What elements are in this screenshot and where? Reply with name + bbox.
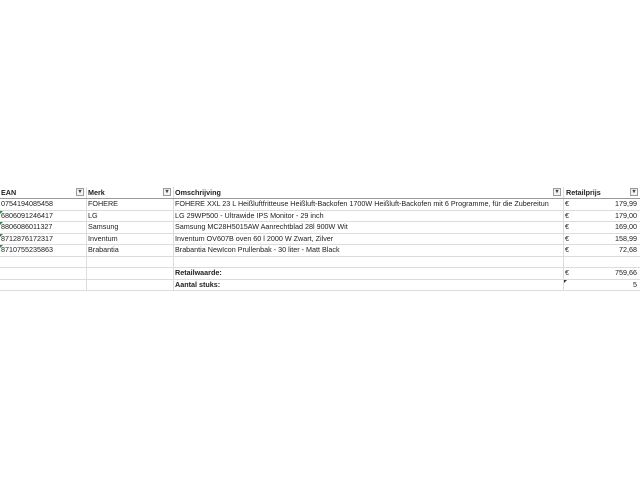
prijs-text: 72,68 — [619, 245, 637, 254]
table-row — [0, 234, 640, 246]
cell-merk[interactable] — [87, 222, 174, 233]
header-merk-label: Merk — [88, 188, 105, 197]
omschrijving-text: Samsung MC28H5015AW Aanrechtblad 28l 900W Wit — [175, 222, 348, 231]
table-row — [0, 199, 640, 211]
green-triangle-icon — [0, 234, 3, 237]
cell-prijs[interactable] — [564, 234, 640, 245]
omschrijving-text: Inventum OV607B oven 60 l 2000 W Zwart, Zilver — [175, 233, 334, 243]
cell-omschrijving[interactable] — [174, 222, 564, 233]
cell-ean[interactable] — [0, 211, 87, 222]
header-ean-label: EAN — [1, 188, 17, 197]
aantal-value: 5 — [633, 279, 637, 289]
cell-empty[interactable] — [0, 280, 87, 291]
green-triangle-icon — [0, 222, 3, 225]
prijs-text: 179,00 — [615, 210, 637, 220]
cell-omschrijving[interactable] — [174, 199, 564, 210]
header-retailprijs-label: Retailprijs — [566, 188, 601, 197]
filter-dropdown-icon[interactable]: ▾ — [553, 188, 561, 196]
prijs-text: 169,00 — [615, 222, 637, 231]
ean-text: 8712876172317 — [1, 233, 53, 243]
header-omschrijving-label: Omschrijving — [175, 188, 221, 197]
header-row — [0, 187, 640, 199]
header-omschrijving[interactable] — [174, 187, 564, 198]
cell-merk[interactable] — [87, 199, 174, 210]
cell-empty[interactable] — [87, 257, 174, 268]
table-row — [0, 222, 640, 234]
cell-omschrijving[interactable] — [174, 211, 564, 222]
ean-text: 6806091246417 — [1, 210, 53, 220]
currency-text: € — [565, 222, 569, 231]
retailwaarde-value: 759,66 — [615, 268, 637, 277]
cell-omschrijving[interactable] — [174, 234, 564, 245]
retailwaarde-label: Retailwaarde: — [175, 268, 222, 277]
summary-row-aantal — [0, 280, 640, 292]
cell-ean[interactable] — [0, 222, 87, 233]
cell-retailwaarde-label[interactable] — [174, 268, 564, 279]
cell-empty[interactable] — [0, 268, 87, 279]
cell-aantal-label[interactable] — [174, 280, 564, 291]
cell-prijs[interactable] — [564, 211, 640, 222]
cell-prijs[interactable] — [564, 222, 640, 233]
cell-ean[interactable] — [0, 199, 87, 210]
header-merk[interactable] — [87, 187, 174, 198]
cell-ean[interactable] — [0, 234, 87, 245]
merk-text: Brabantia — [88, 245, 119, 254]
ean-text: 8710755235863 — [1, 245, 53, 254]
table-row — [0, 211, 640, 223]
empty-row — [0, 257, 640, 269]
cell-prijs[interactable] — [564, 199, 640, 210]
cell-retailwaarde-value[interactable] — [564, 268, 640, 279]
ean-text: 8806086011327 — [1, 222, 53, 231]
currency-text: € — [565, 199, 569, 208]
cell-aantal-value[interactable] — [564, 280, 640, 291]
header-ean[interactable] — [0, 187, 87, 198]
merk-text: LG — [88, 210, 98, 220]
cell-merk[interactable] — [87, 234, 174, 245]
ean-text: 0754194085458 — [1, 199, 53, 208]
currency-text: € — [565, 245, 569, 254]
green-triangle-icon — [0, 245, 3, 248]
spreadsheet — [0, 187, 640, 291]
merk-text: Inventum — [88, 233, 118, 243]
summary-row-retailwaarde — [0, 268, 640, 280]
cell-omschrijving[interactable] — [174, 245, 564, 256]
green-triangle-icon — [0, 211, 3, 214]
omschrijving-text: Brabantia NewIcon Prullenbak - 30 liter - Matt Black — [175, 245, 340, 254]
cell-ean[interactable] — [0, 245, 87, 256]
merk-text: Samsung — [88, 222, 119, 231]
prijs-text: 158,99 — [615, 233, 637, 243]
filter-dropdown-icon[interactable]: ▾ — [76, 188, 84, 196]
cell-empty[interactable] — [174, 257, 564, 268]
comment-indicator-icon — [564, 280, 567, 283]
filter-dropdown-icon[interactable]: ▾ — [630, 188, 638, 196]
prijs-text: 179,99 — [615, 199, 637, 208]
cell-merk[interactable] — [87, 245, 174, 256]
merk-text: FOHERE — [88, 199, 118, 208]
omschrijving-text: LG 29WP500 - Ultrawide IPS Monitor - 29 inch — [175, 210, 324, 220]
header-retailprijs[interactable] — [564, 187, 640, 198]
cell-empty[interactable] — [87, 280, 174, 291]
currency-text: € — [565, 210, 569, 220]
cell-empty[interactable] — [564, 257, 640, 268]
currency-text: € — [565, 233, 569, 243]
aantal-label: Aantal stuks: — [175, 279, 221, 289]
cell-merk[interactable] — [87, 211, 174, 222]
omschrijving-text: FOHERE XXL 23 L Heißluftfritteuse Heißluft-Backofen 1700W Heißluft-Backofen mit 6 Programme, für die Zubereitun — [175, 199, 549, 208]
table-row — [0, 245, 640, 257]
filter-dropdown-icon[interactable]: ▾ — [163, 188, 171, 196]
currency-text: € — [565, 268, 569, 277]
cell-empty[interactable] — [0, 257, 87, 268]
cell-prijs[interactable] — [564, 245, 640, 256]
cell-empty[interactable] — [87, 268, 174, 279]
